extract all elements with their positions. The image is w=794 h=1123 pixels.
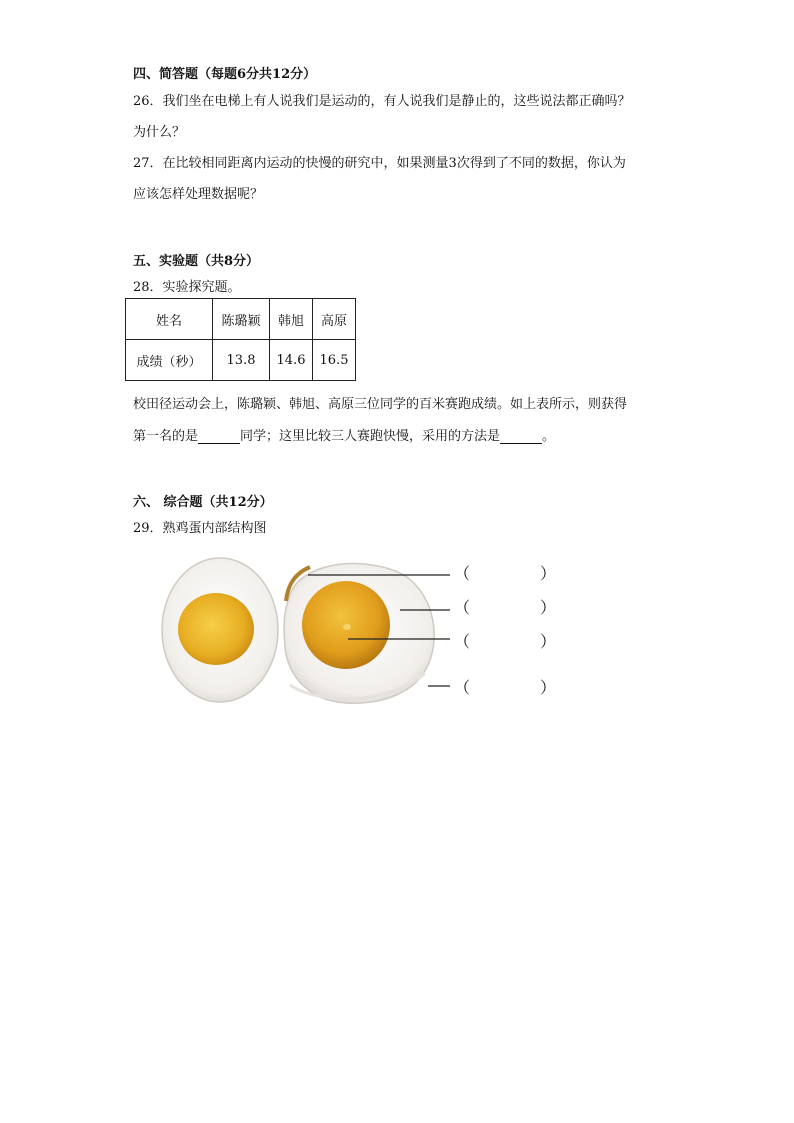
- question-26-line2: 为什么？: [133, 125, 186, 140]
- table-cell: 韩旭: [270, 299, 313, 340]
- left-egg-half: [162, 558, 278, 702]
- section4-heading: 四、简答题（每题6分共12分）: [133, 67, 317, 82]
- boiled-egg-illustration: [150, 555, 450, 715]
- table-row: [126, 340, 356, 381]
- results-table: [125, 298, 356, 381]
- right-egg-half: [284, 564, 434, 704]
- question-27-line2: 应该怎样处理数据呢？: [133, 187, 264, 202]
- label-open-paren-3: （: [454, 632, 471, 651]
- q28-text-part3: 。: [542, 429, 556, 444]
- table-row: [126, 299, 356, 340]
- question-27-line1: 27．在比较相同距离内运动的快慢的研究中，如果测量3次得到了不同的数据，你认为: [133, 156, 626, 171]
- label-close-paren-1: ）: [540, 564, 557, 583]
- question-28-text-line2: [133, 425, 555, 444]
- answer-blank-first-place[interactable]: [198, 429, 240, 444]
- table-cell: 16.5: [313, 340, 356, 381]
- table-cell: 姓名: [126, 299, 213, 340]
- label-open-paren-2: （: [454, 598, 471, 617]
- label-close-paren-4: ）: [540, 678, 557, 697]
- germinal-disc: [343, 624, 351, 630]
- table-cell: 成绩（秒）: [126, 340, 213, 381]
- table-cell: 高原: [313, 299, 356, 340]
- table-cell: 13.8: [213, 340, 270, 381]
- table-cell: 陈璐颖: [213, 299, 270, 340]
- q28-text-part1: 第一名的是: [133, 429, 199, 444]
- table-cell: 14.6: [270, 340, 313, 381]
- question-28-text-line1: 校田径运动会上，陈璐颖、韩旭、高原三位同学的百米赛跑成绩。如上表所示，则获得: [133, 397, 628, 412]
- question-26-line1: 26．我们坐在电梯上有人说我们是运动的，有人说我们是静止的，这些说法都正确吗？: [133, 94, 631, 109]
- section5-heading: 五、实验题（共8分）: [133, 254, 260, 269]
- question-28-title: 28．实验探究题。: [133, 280, 241, 295]
- q28-text-part2: 同学；这里比较三人赛跑快慢，采用的方法是: [240, 429, 501, 444]
- label-open-paren-4: （: [454, 678, 471, 697]
- label-close-paren-3: ）: [540, 632, 557, 651]
- answer-blank-method[interactable]: [500, 429, 542, 444]
- label-open-paren-1: （: [454, 564, 471, 583]
- question-29-title: 29．熟鸡蛋内部结构图: [133, 521, 267, 536]
- section6-heading: 六、 综合题（共12分）: [133, 495, 273, 510]
- label-close-paren-2: ）: [540, 598, 557, 617]
